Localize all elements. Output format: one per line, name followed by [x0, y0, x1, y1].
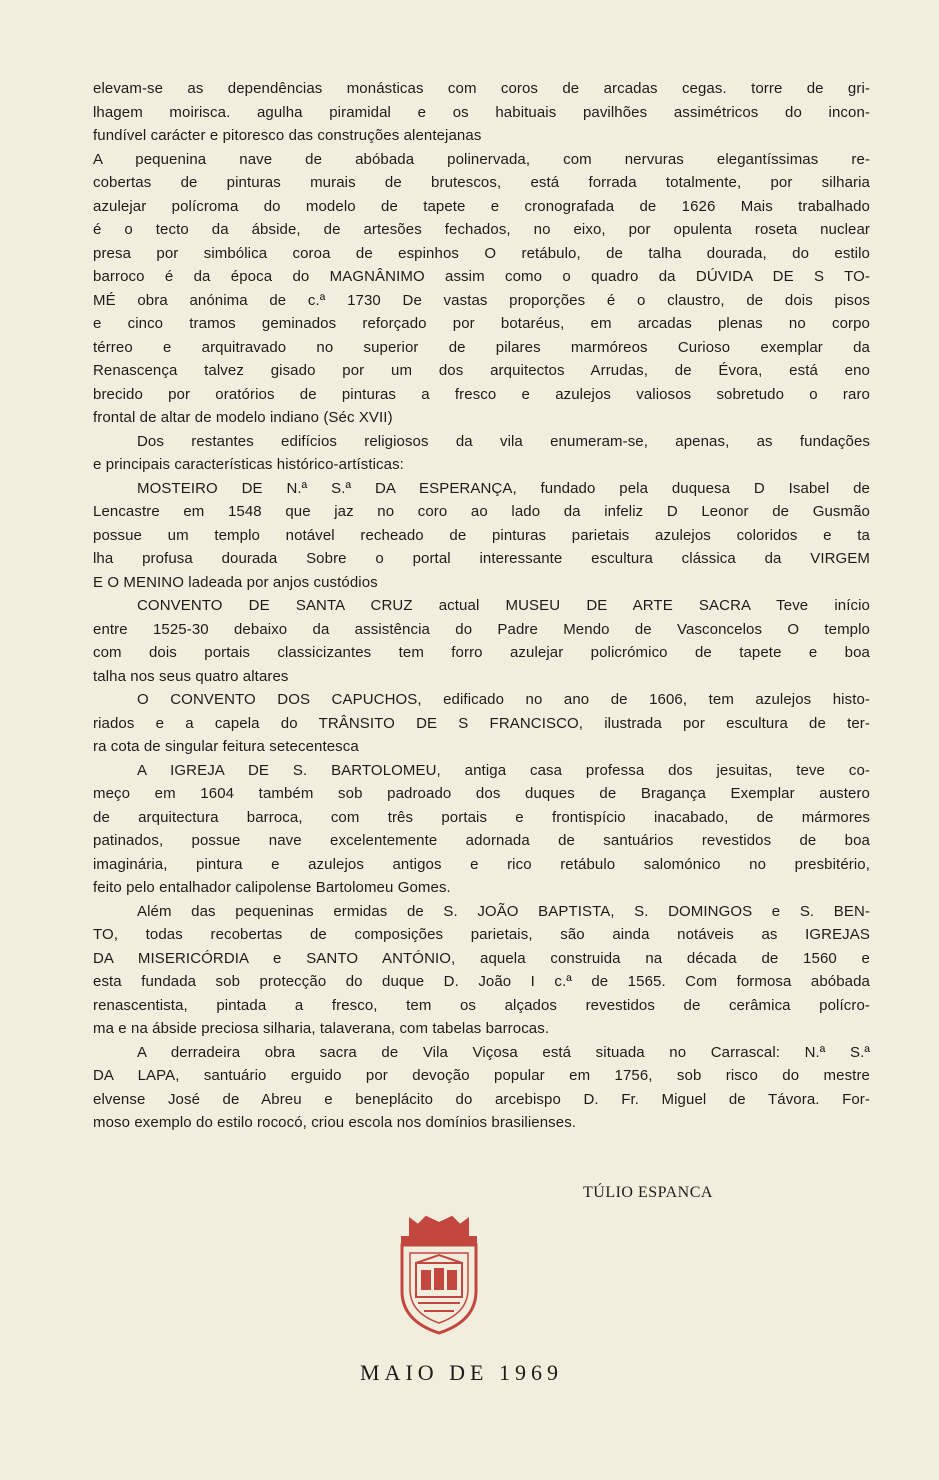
text-line: frontal de altar de modelo indiano (Séc XVII) — [93, 409, 393, 426]
text-line: presa por simbólica coroa de espinhos O retábulo, de talha dourada, do estilo — [93, 244, 870, 262]
text-line: elevam-se as dependências monásticas com coros de arcadas cegas. torre de gri- — [93, 80, 870, 97]
body-text — [93, 77, 870, 1135]
text-line: brecido por oratórios de pinturas a fresco e azulejos valiosos sobretudo o raro — [93, 385, 870, 403]
text-line: Renascença talvez gisado por um dos arquitectos Arrudas, de Évora, está eno — [93, 362, 870, 379]
text-line: O CONVENTO DOS CAPUCHOS, edificado no ano de 1606, tem azulejos histo- — [137, 691, 870, 708]
publication-date: MAIO DE 1969 — [360, 1360, 563, 1385]
text-line: é o tecto da ábside, de artesões fechados, no eixo, por opulenta roseta nuclear — [93, 221, 870, 238]
text-line: cobertas de pinturas murais de brutescos, está forrada totalmente, por silharia — [93, 174, 870, 191]
text-line: Lencastre em 1548 que jaz no coro ao lado da infeliz D Leonor de Gusmão — [93, 503, 870, 520]
text-line: DA MISERICÓRDIA e SANTO ANTÓNIO, aquela construida na década de 1560 e — [93, 949, 870, 967]
text-line: e cinco tramos geminados reforçado por botaréus, em arcadas plenas no corpo — [93, 315, 870, 332]
text-line: elvense José de Abreu e beneplácito do arcebispo D. Fr. Miguel de Távora. For- — [93, 1090, 870, 1108]
text-line: feito pelo entalhador calipolense Bartolomeu Gomes. — [93, 879, 451, 896]
text-line: TO, todas recobertas de composições parietais, são ainda notáveis as IGREJAS — [93, 926, 870, 943]
text-line: possue um templo notável recheado de pinturas parietais azulejos coloridos e ta — [93, 526, 870, 544]
text-line: CONVENTO DE SANTA CRUZ actual MUSEU DE ARTE SACRA Teve início — [137, 597, 870, 614]
text-line: fundível carácter e pitoresco das construções alentejanas — [93, 127, 482, 144]
text-line: A IGREJA DE S. BARTOLOMEU, antiga casa professa dos jesuitas, teve co- — [137, 761, 870, 779]
text-line: barroco é da época do MAGNÂNIMO assim como o quadro da DÚVIDA DE S TO- — [93, 268, 870, 285]
coat-of-arms-icon — [396, 1213, 482, 1335]
text-line: patinados, possue nave excelentemente adornada de santuários revestidos de boa — [93, 832, 870, 849]
text-line: Dos restantes edifícios religiosos da vila enumeram-se, apenas, as fundações — [137, 432, 870, 450]
text-line: esta fundada sob protecção do duque D. João I c.ª de 1565. Com formosa abóbada — [93, 973, 870, 990]
text-line: riados e a capela do TRÂNSITO DE S FRANCISCO, ilustrada por escultura de ter- — [93, 714, 870, 732]
text-line: A pequenina nave de abóbada polinervada, com nervuras elegantíssimas re- — [93, 150, 870, 168]
text-line: talha nos seus quatro altares — [93, 667, 289, 685]
text-line: MOSTEIRO DE N.ª S.ª DA ESPERANÇA, fundado pela duquesa D Isabel de — [137, 479, 870, 497]
text-line: DA LAPA, santuário erguido por devoção popular em 1756, sob risco do mestre — [93, 1067, 870, 1084]
author-signature: TÚLIO ESPANCA — [583, 1184, 713, 1201]
text-line: E O MENINO ladeada por anjos custódios — [93, 573, 378, 591]
text-line: lha profusa dourada Sobre o portal interessante escultura clássica da VIRGEM — [93, 550, 870, 567]
text-line: ma e na ábside preciosa silharia, talaverana, com tabelas barrocas. — [93, 1020, 550, 1037]
text-line: com dois portais classicizantes tem forro azulejar policrómico de tapete e boa — [93, 644, 870, 661]
text-line: térreo e arquitravado no superior de pilares marmóreos Curioso exemplar da — [93, 338, 870, 356]
text-line: entre 1525-30 debaixo da assistência do Padre Mendo de Vasconcelos O templo — [93, 620, 870, 638]
text-line: renascentista, pintada a fresco, tem os alçados revestidos de cerâmica polícro- — [93, 996, 870, 1014]
text-line: lhagem moirisca. agulha piramidal e os habituais pavilhões assimétricos do incon- — [93, 103, 870, 121]
text-line: ra cota de singular feitura setecentesca — [93, 738, 359, 755]
text-line: MÉ obra anónima de c.ª 1730 De vastas proporções é o claustro, de dois pisos — [93, 291, 870, 309]
text-line: e principais características histórico-artísticas: — [93, 456, 404, 473]
text-line: A derradeira obra sacra de Vila Viçosa está situada no Carrascal: N.ª S.ª — [137, 1043, 870, 1061]
text-line: azulejar polícroma do modelo de tapete e cronografada de 1626 Mais trabalhado — [93, 197, 870, 215]
text-line: Além das pequeninas ermidas de S. JOÃO BAPTISTA, S. DOMINGOS e S. BEN- — [137, 902, 870, 920]
text-line: de arquitectura barroca, com três portais e frontispício inacabado, de mármores — [93, 808, 870, 826]
text-line: imaginária, pintura e azulejos antigos e rico retábulo salomónico no presbitério, — [93, 855, 870, 873]
text-line: meço em 1604 também sob padroado dos duques de Bragança Exemplar austero — [93, 785, 870, 802]
text-line: moso exemplo do estilo rococó, criou escola nos domínios brasilienses. — [93, 1114, 577, 1131]
